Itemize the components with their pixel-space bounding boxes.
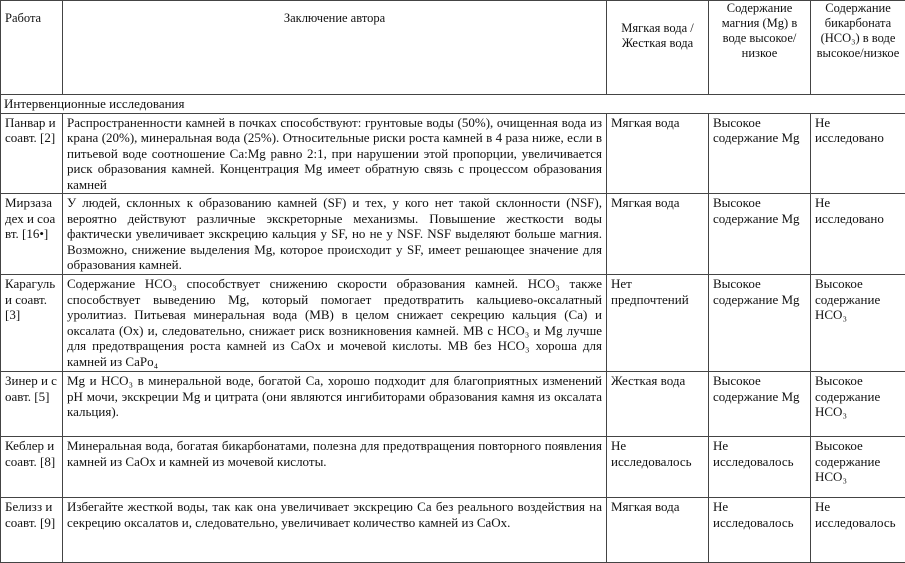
- cell-water: Мягкая вода: [607, 113, 709, 194]
- section-title: Интервенционные исследования: [1, 95, 905, 114]
- cell-water: Не исследовалось: [607, 437, 709, 498]
- cell-water: Мягкая вода: [607, 194, 709, 275]
- cell-work: Панвар и соавт. [2]: [1, 113, 63, 194]
- table-row: [1, 194, 905, 275]
- cell-conclusion: Содержание HCO₃ способствует снижению скорости образования камней. HCO₃ также способствует выведению Mg, который помогает предотвратить кальциево-оксалатный уролитиаз. Питьевая минеральная вода (МВ) в целом снижает секрецию кальция (Ca) и оксалата (Ox) и, следовательно, снижает риск возникновения камней. МВ с HCO₃ и Mg лучше для предотвращения роста камней из CaOx и мочевой кислоты. МВ без HCO₃ хороша для камней из CaPo₄: [63, 275, 607, 372]
- table-row: [1, 498, 905, 563]
- cell-bicarbonate: Высокое содержание HCO₃: [811, 372, 905, 437]
- cell-conclusion: Избегайте жесткой воды, так как она увеличивает экскрецию Ca без реального воздействия на секрецию оксалатов и, следовательно, увеличивает количество камней из CaOx.: [63, 498, 607, 563]
- cell-water: Жесткая вода: [607, 372, 709, 437]
- cell-magnesium: Высокое содержание Mg: [709, 372, 811, 437]
- header-magnesium: Содержание магния (Mg) в воде высокое/низкое: [709, 1, 811, 95]
- cell-bicarbonate: Не исследовалось: [811, 498, 905, 563]
- cell-work: Кеблер и соавт. [8]: [1, 437, 63, 498]
- cell-magnesium: Не исследовалось: [709, 498, 811, 563]
- header-water: Мягкая вода / Жесткая вода: [607, 1, 709, 95]
- cell-conclusion: Mg и HCO₃ в минеральной воде, богатой Ca, хорошо подходит для благоприятных изменений pH мочи, экскреции Mg и цитрата (они являются ингибиторами образования камня из оксалата кальция).: [63, 372, 607, 437]
- cell-magnesium: Высокое содержание Mg: [709, 113, 811, 194]
- cell-magnesium: Высокое содержание Mg: [709, 275, 811, 372]
- cell-conclusion: Минеральная вода, богатая бикарбонатами, полезна для предотвращения повторного появления камней из CaOx и камней из мочевой кислоты.: [63, 437, 607, 498]
- cell-work: Белизз и соавт. [9]: [1, 498, 63, 563]
- table-row: [1, 437, 905, 498]
- cell-bicarbonate: Не исследовано: [811, 113, 905, 194]
- cell-magnesium: Высокое содержание Mg: [709, 194, 811, 275]
- cell-water: Нет предпочтений: [607, 275, 709, 372]
- cell-water: Мягкая вода: [607, 498, 709, 563]
- cell-conclusion: У людей, склонных к образованию камней (SF) и тех, у кого нет такой склонности (NSF), вероятно действуют различные экскреторные механизмы. Повышение жесткости воды фактически увеличивает экскрецию кальция у SF, но не у NSF. NSF выделяют больше магния. Возможно, снижение выделения Mg, которое происходит у SF, имеет решающее значение для образования камней.: [63, 194, 607, 275]
- section-row: [1, 95, 905, 114]
- header-work: Работа: [1, 1, 63, 95]
- cell-bicarbonate: Не исследовано: [811, 194, 905, 275]
- cell-work: Зинер и соавт. [5]: [1, 372, 63, 437]
- cell-work: Мирзазадех и соавт. [16•]: [1, 194, 63, 275]
- table-row: [1, 372, 905, 437]
- cell-magnesium: Не исследовалось: [709, 437, 811, 498]
- cell-conclusion: Распространенности камней в почках способствуют: грунтовые воды (50%), очищенная вода из крана (20%), минеральная вода (25%). Относительные риски роста камней в 4 раза ниже, если в питьевой воде соотношение Ca:Mg равно 2:1, при нарушении этой пропорции, увеличивается риск образования камней. Концентрация Mg имеет обратную связь с процессом образования камней: [63, 113, 607, 194]
- header-row: [1, 1, 905, 95]
- table-row: [1, 275, 905, 372]
- header-bicarbonate: Содержание бикарбоната (HCO₃) в воде высокое/низкое: [811, 1, 905, 95]
- cell-bicarbonate: Высокое содержание HCO₃: [811, 437, 905, 498]
- header-conclusion: Заключение автора: [63, 1, 607, 95]
- cell-work: Карагуль и соавт. [3]: [1, 275, 63, 372]
- cell-bicarbonate: Высокое содержание HCO₃: [811, 275, 905, 372]
- table-row: [1, 113, 905, 194]
